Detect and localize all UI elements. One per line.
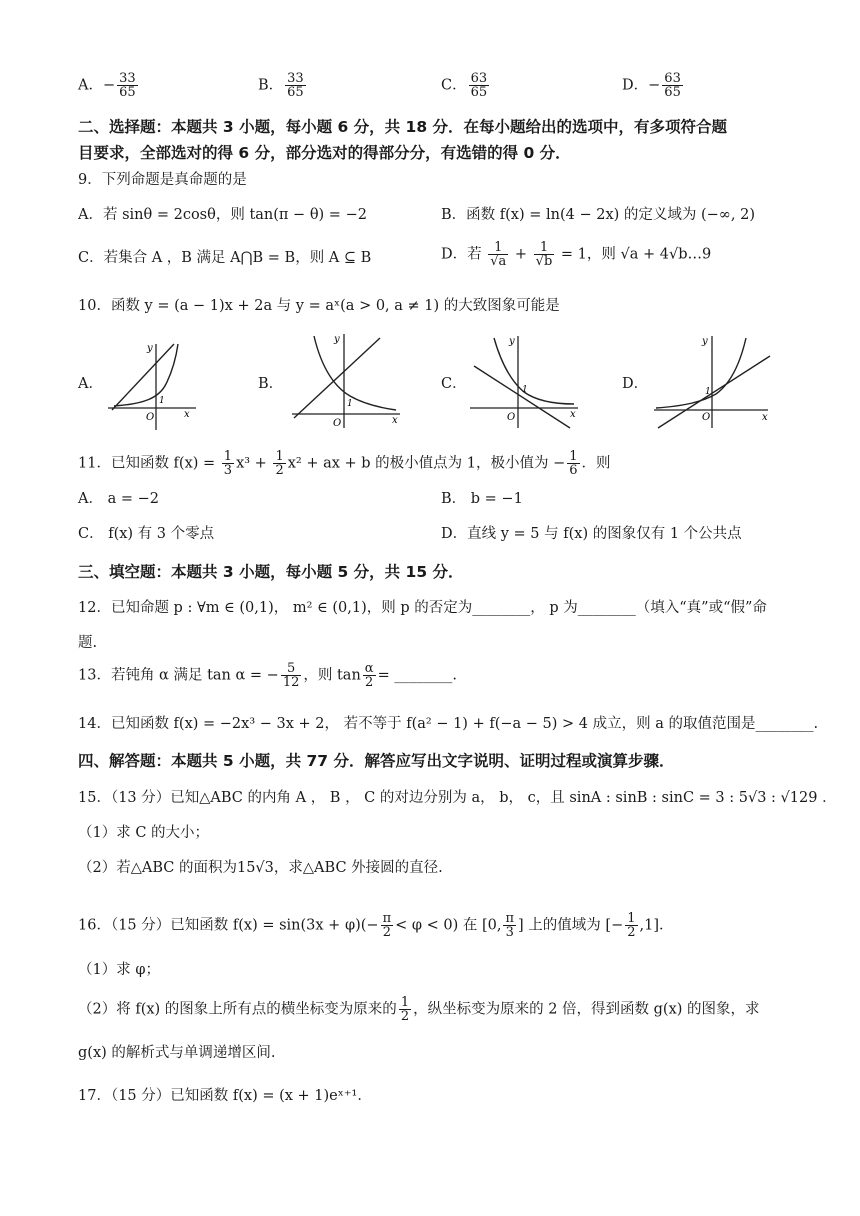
denominator: 2 [382,925,391,940]
one-label: 1 [522,385,528,395]
denominator: 2 [400,1009,410,1024]
denominator: 65 [287,85,304,100]
q15-part1: （1）求 C 的大小； [78,825,210,841]
q11-option-b: B． b = −1 [441,491,523,507]
section3-title: 三、填空题：本题共 3 小题，每小题 5 分，共 15 分． [78,563,464,581]
q16-part1: （1）求 φ； [78,962,160,978]
section2-title-line2: 目要求，全部选对的得 6 分，部分选对的得部分分，有选错的得 0 分． [78,144,571,162]
x-label: x [392,415,398,426]
numerator: 1 [275,449,284,464]
denominator: 2 [275,463,284,478]
numerator: 63 [470,71,488,86]
option-label: C． [441,77,467,94]
option-label: D． [622,77,649,94]
numerator: 1 [488,241,508,255]
numerator: 63 [664,71,681,86]
exponential-graph [314,336,396,410]
stem-text: 11．已知函数 f(x) = [78,455,216,472]
denominator: 12 [282,675,300,690]
plus-sign: + [514,246,528,263]
q10-graph-c [466,332,584,432]
fraction [503,912,516,939]
fraction [117,72,138,99]
origin-label: O [507,412,516,423]
stem-text: ] 上的值域为 [− [518,917,624,934]
fraction [222,450,234,477]
section2-title-line1: 二、选择题：本题共 3 小题，每小题 6 分，共 18 分．在每小题给出的选项中，有多项符合题 [78,118,728,136]
q11-option-c: C． f(x) 有 3 个零点 [78,526,215,542]
q12-line1: 12．已知命题 p : ∀m ∈ (0,1)， m² ∈ (0,1)，则 p 的否定为________， p 为________（填入“真”或“假”命 [78,600,767,616]
denominator: 3 [505,925,514,940]
denominator: √a [490,254,507,269]
stem-text: ，则 tan [303,667,361,684]
q8-option-b [258,72,308,99]
q10-stem: 10．函数 y = (a − 1)x + 2a 与 y = aˣ(a > 0, a ≠ 1) 的大致图象可能是 [78,298,560,314]
numerator: 33 [119,71,136,86]
fraction [285,72,306,99]
stem-text: （2）将 f(x) 的图象上所有点的横坐标变为原来的 [78,1001,397,1018]
fraction [381,912,394,939]
q15-stem: 15．（13 分）已知△ABC 的内角 A ， B ， C 的对边分别为 a， b， c，且 sinA : sinB : sinC = 3 : 5√3 : √129 ． [78,790,837,806]
q16-part2-line1 [78,996,790,1023]
option-label: A． [78,77,103,94]
q8-option-d [622,72,685,99]
stem-text: 13．若钝角 α 满足 tan α = − [78,667,279,684]
fraction [469,72,490,99]
origin-label: O [702,412,711,423]
q10-graph-a [104,338,204,434]
q10-option-a-label: A． [78,376,103,392]
y-label: y [509,336,515,347]
numerator: 1 [400,995,410,1010]
x-label: x [570,409,576,420]
denominator: 65 [470,85,488,100]
q10-graph-b [288,330,406,434]
q10-graph-d [650,332,774,432]
q10-option-d-label: D． [622,376,649,392]
x-label: x [762,412,768,423]
numerator: α [364,661,374,676]
q8-option-c [441,72,491,99]
q16-part2-line2: g(x) 的解析式与单调递增区间. [78,1045,276,1061]
stem-text: ，纵坐标变为原来的 2 倍，得到函数 g(x) 的图象，求 [413,1001,760,1018]
fraction [273,450,285,477]
x-label: x [184,409,190,420]
numerator: 1 [569,449,578,464]
fraction [488,241,508,268]
fraction [399,996,411,1023]
q11-option-a: A． a = −2 [78,491,159,507]
option-text: = 1，则 √a + 4√b…9 [560,246,712,263]
exponential-graph [656,338,746,408]
numerator: 1 [534,241,555,255]
stem-text: < φ < 0) 在 [0, [395,917,502,934]
stem-text: 16．（15 分）已知函数 f(x) = sin(3x + φ)(− [78,917,379,934]
denominator: 65 [664,85,681,100]
fraction [281,662,302,689]
q8-option-a [78,72,140,99]
denominator: 6 [569,463,578,478]
stem-text: ,1]． [639,917,674,934]
stem-text: x³ + [236,455,267,472]
numerator: 1 [627,911,636,926]
fraction [625,912,637,939]
q9-option-b: B．函数 f(x) = ln(4 − 2x) 的定义域为 (−∞, 2) [441,207,755,223]
y-label: y [147,343,153,354]
origin-label: O [333,418,342,429]
q9-stem: 9．下列命题是真命题的是 [78,172,247,188]
one-label: 1 [159,396,165,406]
denominator: 3 [223,463,233,478]
exponential-graph [494,338,574,404]
stem-text: = ________. [377,667,457,684]
fraction [363,662,376,689]
origin-label: O [146,412,155,423]
q9-option-a: A．若 sinθ = 2cosθ，则 tan(π − θ) = −2 [78,207,367,223]
fraction [567,450,579,477]
q11-option-d: D．直线 y = 5 与 f(x) 的图象仅有 1 个公共点 [441,526,742,542]
option-text: D．若 [441,246,482,263]
linear-graph [658,356,770,428]
q17-stem: 17．（15 分）已知函数 f(x) = (x + 1)eˣ⁺¹． [78,1088,372,1104]
section4-title: 四、解答题：本题共 5 小题，共 77 分．解答应写出文字说明、证明过程或演算步骤． [78,752,675,770]
numerator: 33 [287,71,304,86]
numerator: π [505,911,515,926]
q14-stem: 14．已知函数 f(x) = −2x³ − 3x + 2， 若不等于 f(a² − 1) + f(−a − 5) > 4 成立，则 a 的取值范围是________. [78,716,819,732]
denominator: 2 [627,925,636,940]
q11-stem [78,450,790,477]
stem-text: ．则 [581,455,611,472]
y-label: y [702,336,708,347]
one-label: 1 [347,399,353,409]
option-label: B． [258,77,284,94]
minus-sign: − [102,77,116,94]
minus-sign: − [648,77,661,94]
numerator: π [382,911,392,926]
q9-option-c: C．若集合 A ，B 满足 A⋂B = B，则 A ⊆ B [78,250,372,266]
fraction [534,241,555,268]
denominator: 65 [119,85,136,100]
numerator: 1 [223,449,233,464]
q10-option-c-label: C． [441,376,467,392]
numerator: 5 [281,662,302,676]
q10-option-b-label: B． [258,376,284,392]
denominator: √b [535,254,553,269]
fraction [662,72,683,99]
q13-stem [78,662,790,689]
stem-text: x² + ax + b 的极小值点为 1，极小值为 − [287,455,566,472]
q12-line2: 题. [78,635,98,651]
q16-stem [78,912,790,939]
q9-option-d [441,241,711,268]
linear-graph [294,338,380,418]
denominator: 2 [365,675,374,690]
one-label: 1 [705,387,711,397]
y-label: y [334,334,340,345]
linear-graph [474,366,570,428]
q15-part2: （2）若△ABC 的面积为15√3，求△ABC 外接圆的直径. [78,860,443,876]
